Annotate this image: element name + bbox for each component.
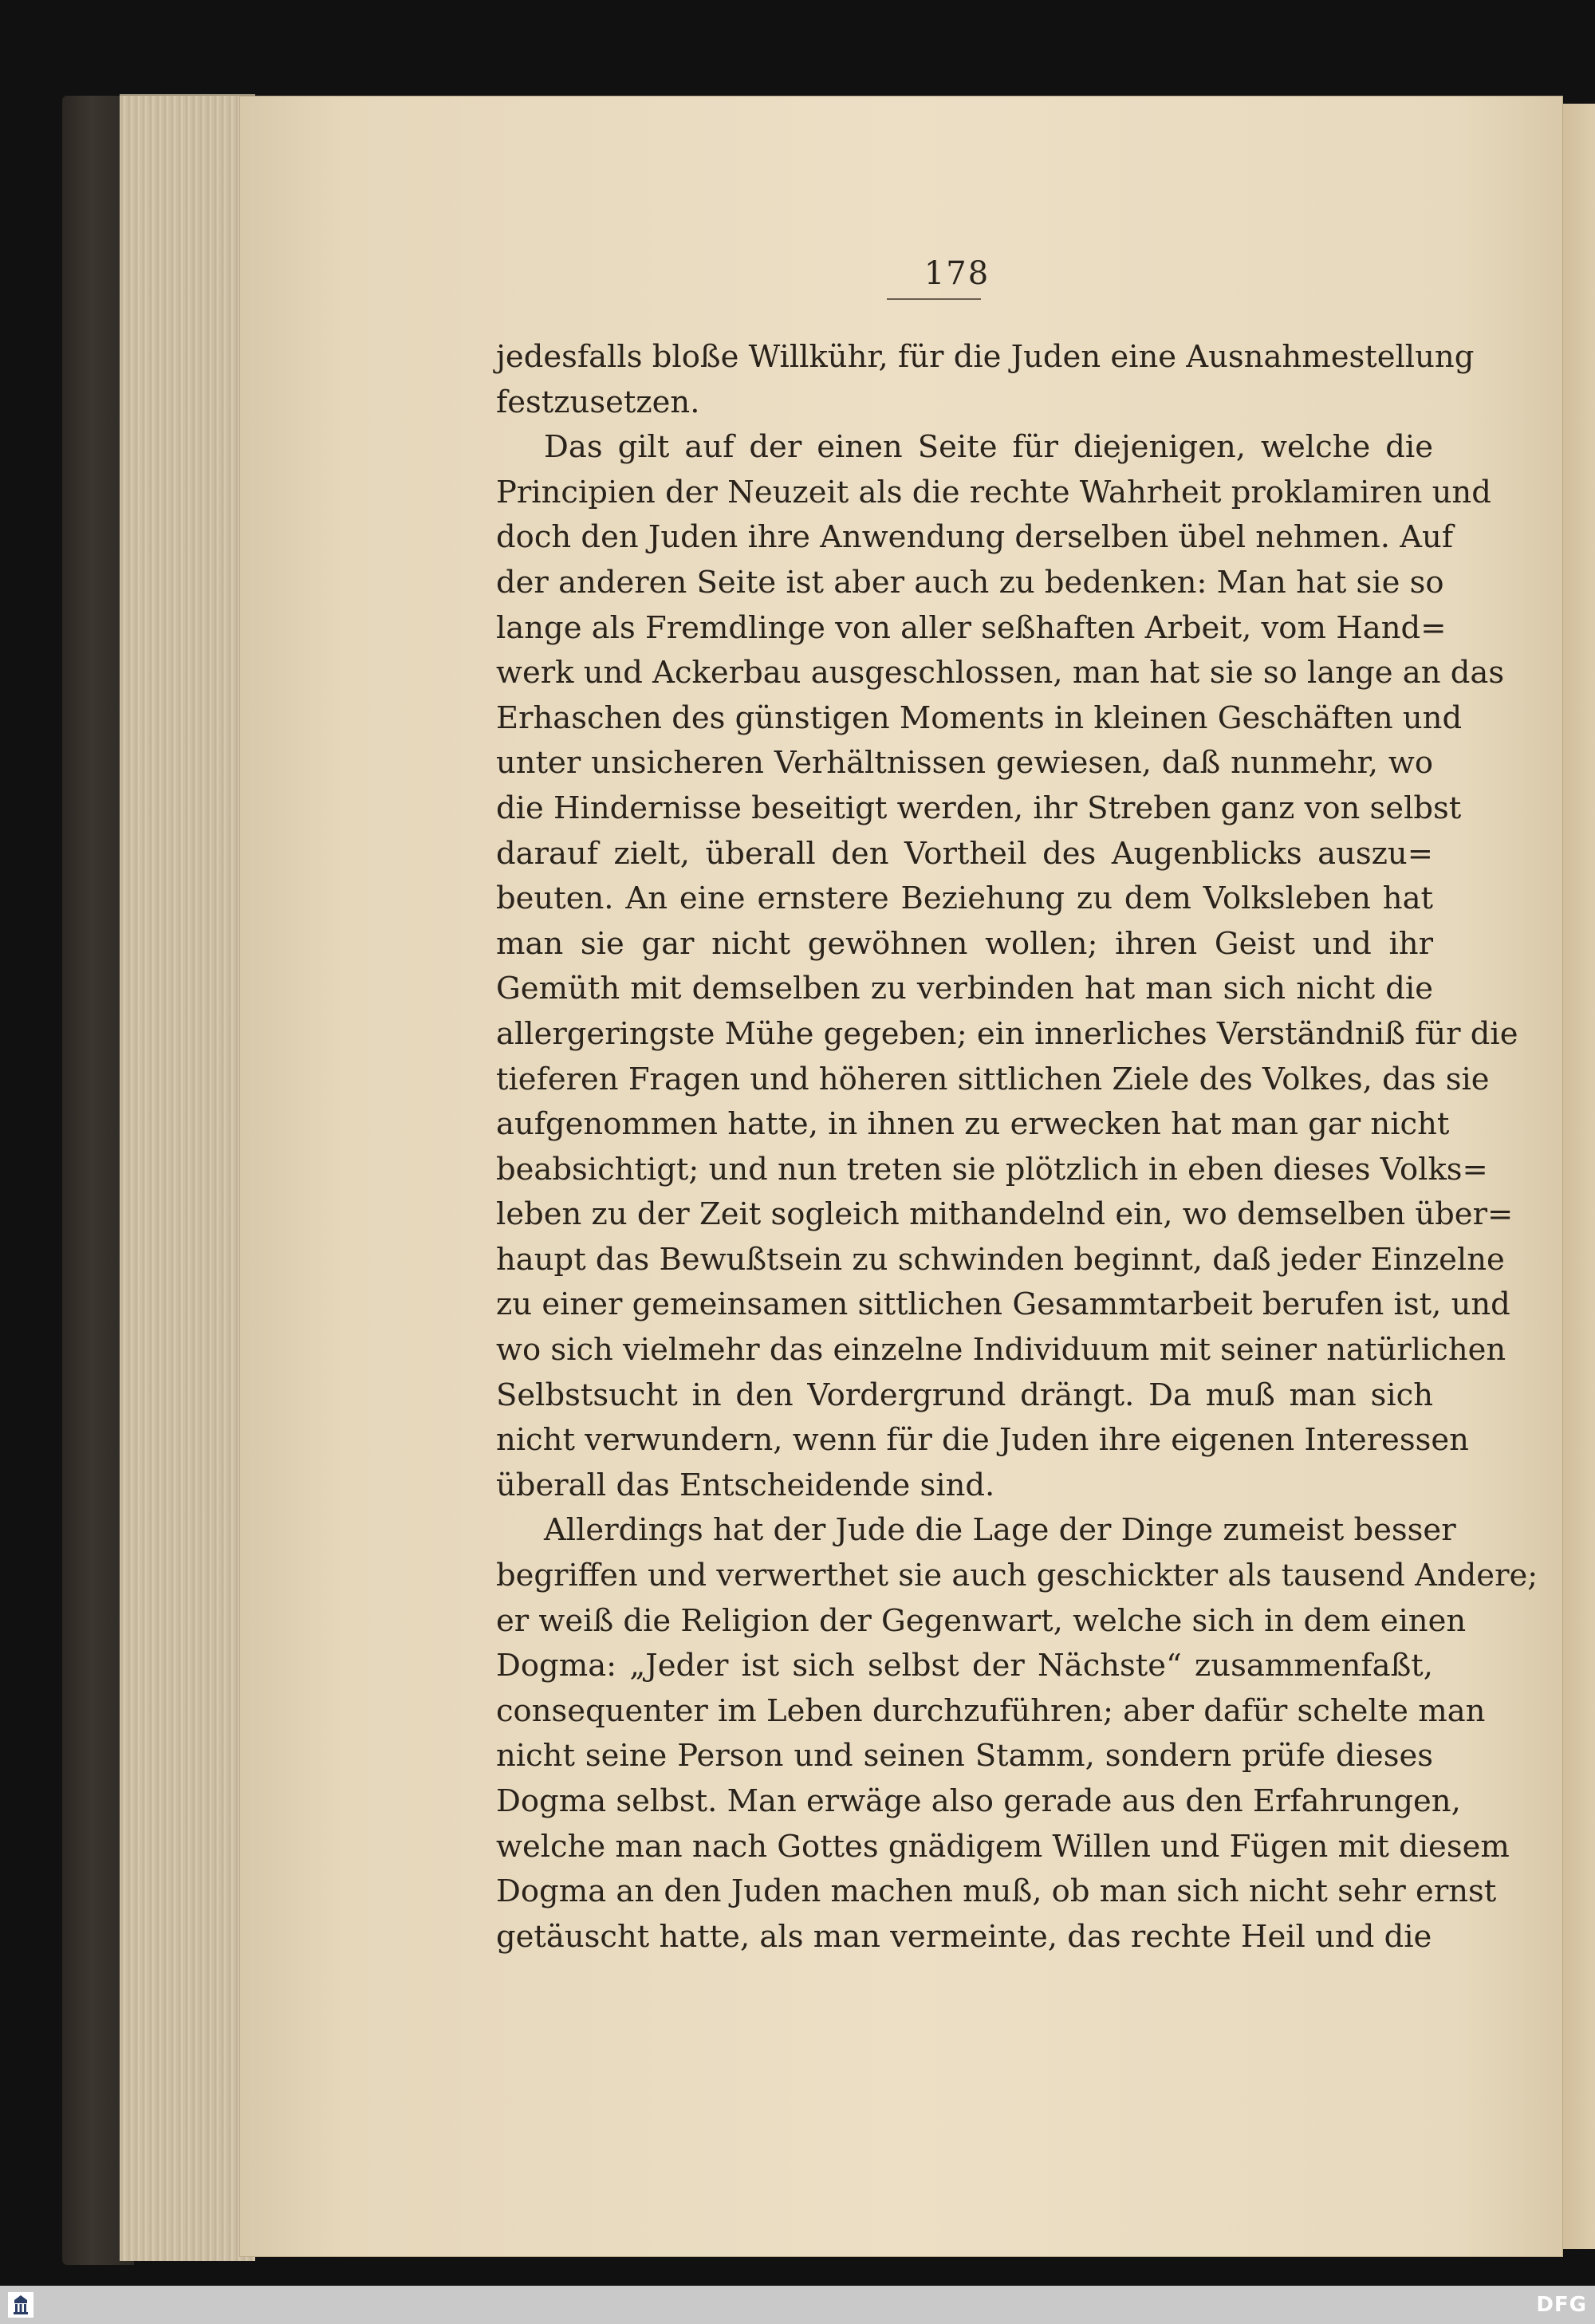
text-line: beabsichtigt; und nun treten sie plötzlich in eben dieses Volks= xyxy=(496,1151,1488,1188)
text-line: die Hindernisse beseitigt werden, ihr Streben ganz von selbst xyxy=(496,790,1462,826)
text-line: Dogma: „Jeder ist sich selbst der Nächste“ zusammenfaßt, xyxy=(496,1648,1433,1684)
text-line: haupt das Bewußtsein zu schwinden beginnt, daß jeder Einzelne xyxy=(496,1241,1505,1278)
page-edges xyxy=(120,94,255,2261)
library-seal-icon xyxy=(6,2291,35,2319)
text-line: Dogma selbst. Man erwäge also gerade aus den Erfahrungen, xyxy=(496,1783,1461,1819)
page-number-rule xyxy=(887,298,981,300)
text-line: allergeringste Mühe gegeben; ein innerliches Verständniß für die xyxy=(496,1015,1518,1052)
text-line: Dogma an den Juden machen muß, ob man sich nicht sehr ernst xyxy=(496,1873,1497,1910)
text-line: leben zu der Zeit sogleich mithandelnd ein, wo demselben über= xyxy=(496,1196,1514,1233)
text-line: man sie gar nicht gewöhnen wollen; ihren Geist und ihr xyxy=(496,925,1433,962)
text-line: nicht seine Person und seinen Stamm, sondern prüfe dieses xyxy=(496,1738,1433,1775)
text-line: Gemüth mit demselben zu verbinden hat man sich nicht die xyxy=(496,971,1433,1007)
text-line: doch den Juden ihre Anwendung derselben übel nehmen. Auf xyxy=(496,519,1454,556)
viewer-bottom-bar xyxy=(0,2286,1595,2324)
text-line: Principien der Neuzeit als die rechte Wahrheit proklamiren und xyxy=(496,474,1491,510)
text-line: Das gilt auf der einen Seite für diejenigen, welche die xyxy=(544,429,1433,466)
page-number: 178 xyxy=(924,255,990,292)
text-line: jedesfalls bloße Willkühr, für die Juden eine Ausnahmestellung xyxy=(496,339,1475,375)
text-line: begriffen und verwerthet sie auch geschickter als tausend Andere; xyxy=(496,1558,1538,1594)
text-line: festzusetzen. xyxy=(496,384,700,420)
text-line: lange als Fremdlinge von aller seßhaften Arbeit, vom Hand= xyxy=(496,609,1447,646)
dfg-logo: DFG xyxy=(1536,2293,1587,2317)
text-line: wo sich vielmehr das einzelne Individuum mit seiner natürlichen xyxy=(496,1332,1506,1369)
text-line: aufgenommen hatte, in ihnen zu erwecken hat man gar nicht xyxy=(496,1106,1450,1143)
text-line: der anderen Seite ist aber auch zu bedenken: Man hat sie so xyxy=(496,564,1444,601)
text-line: zu einer gemeinsamen sittlichen Gesammtarbeit berufen ist, und xyxy=(496,1286,1510,1323)
body-text xyxy=(496,335,1538,1960)
text-line: unter unsicheren Verhältnissen gewiesen, daß nunmehr, wo xyxy=(496,745,1433,782)
text-line: beuten. An eine ernstere Beziehung zu dem Volksleben hat xyxy=(496,880,1433,917)
text-line: überall das Entscheidende sind. xyxy=(496,1467,995,1503)
text-line: Allerdings hat der Jude die Lage der Dinge zumeist besser xyxy=(544,1512,1456,1549)
text-line: nicht verwundern, wenn für die Juden ihre eigenen Interessen xyxy=(496,1422,1469,1459)
text-line: er weiß die Religion der Gegenwart, welche sich in dem einen xyxy=(496,1602,1467,1639)
text-line: tieferen Fragen und höheren sittlichen Ziele des Volkes, das sie xyxy=(496,1061,1490,1097)
text-line: Erhaschen des günstigen Moments in kleinen Geschäften und xyxy=(496,699,1463,736)
text-line: darauf zielt, überall den Vortheil des Augenblicks auszu= xyxy=(496,835,1433,872)
text-line: consequenter im Leben durchzuführen; aber dafür schelte man xyxy=(496,1692,1486,1729)
text-line: getäuscht hatte, als man vermeinte, das rechte Heil und die xyxy=(496,1918,1432,1955)
text-line: welche man nach Gottes gnädigem Willen und Fügen mit diesem xyxy=(496,1828,1510,1865)
text-line: Selbstsucht in den Vordergrund drängt. Da muß man sich xyxy=(496,1377,1433,1413)
text-line: werk und Ackerbau ausgeschlossen, man hat sie so lange an das xyxy=(496,655,1505,691)
